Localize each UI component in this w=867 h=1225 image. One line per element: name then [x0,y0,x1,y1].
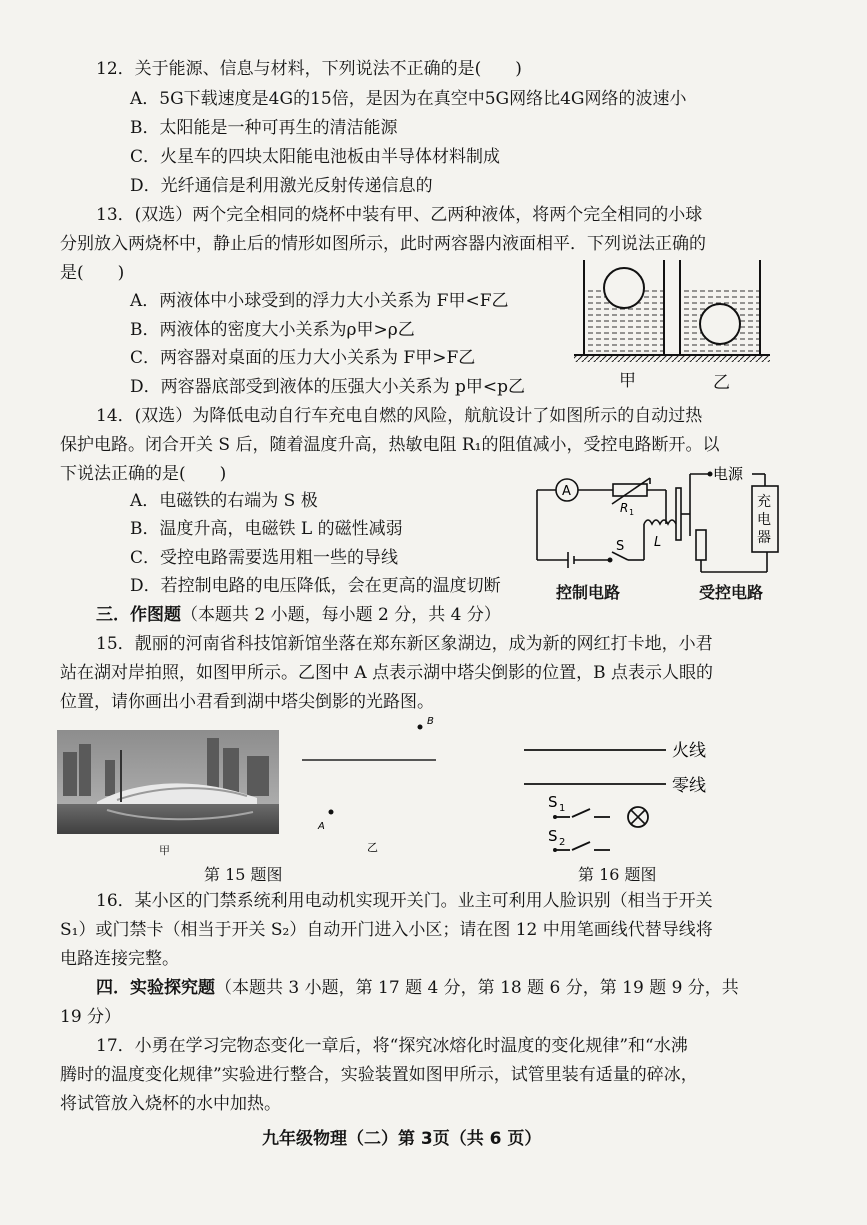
point-a-reflection [329,810,334,815]
q15-photo-label: 甲 [159,844,170,857]
q13-label-yi: 乙 [713,373,730,393]
switch-label: S [616,539,625,554]
section-3-title: 三．作图题 [96,605,181,625]
lamp-icon [628,807,648,827]
q15-diagram-label: 乙 [367,841,378,854]
q12-option-b: B．太阳能是一种可再生的清洁能源 [130,118,398,138]
point-b-label: B [427,716,434,727]
q15-museum-photo [57,730,279,834]
controlled-circuit-label: 受控电路 [699,583,764,602]
q17-stem-line-1: 17．小勇在学习完物态变化一章后，将“探究冰熔化时温度的变化规律”和“水沸 [96,1036,688,1056]
q15-stem-line-1: 15．靓丽的河南省科技馆新馆坐落在郑东新区象湖边，成为新的网红打卡地，小君 [96,634,713,654]
q13-stem-line-2: 分别放入两烧杯中，静止后的情形如图所示，此时两容器内液面相平．下列说法正确的 [60,234,706,254]
section-4-title: 四．实验探究题 [96,978,215,998]
charger-label-1: 充 [757,494,771,510]
q13-stem-line-3: 是( ) [60,263,125,283]
live-wire-label: 火线 [672,741,706,761]
section-4-note-line-1: （本题共 3 小题，第 17 题 4 分，第 18 题 6 分，第 19 题 9 分，共 [215,978,739,998]
q15-stem-line-3: 位置，请你画出小君看到湖中塔尖倒影的光路图。 [60,692,434,712]
point-b-eye [418,725,423,730]
q13-beakers-figure [572,258,772,388]
section-4-note-line-2: 19 分） [60,1007,122,1027]
q13-option-a: A．两液体中小球受到的浮力大小关系为 F甲<F乙 [130,291,509,311]
q14-stem-line-3: 下说法正确的是( ) [60,464,227,484]
coil-label: L [654,535,662,550]
q14-stem-line-1: 14．(双选）为降低电动自行车充电自燃的风险，航航设计了如图所示的自动过热 [96,406,703,426]
q13-stem-line-1: 13．(双选）两个完全相同的烧杯中装有甲、乙两种液体，将两个完全相同的小球 [96,205,703,225]
q12-option-d: D．光纤通信是利用激光反射传递信息的 [130,176,433,196]
charger-label-2: 电 [757,512,771,528]
section-3-heading [96,604,501,626]
section-4-heading [96,977,739,999]
q14-option-a: A．电磁铁的右端为 S 极 [130,491,318,511]
s2-subscript: 2 [559,837,566,848]
q12-option-c: C．火星车的四块太阳能电池板由半导体材料制成 [130,147,501,167]
q16-circuit-figure [520,738,730,860]
power-label: 电源 [713,465,744,483]
q14-option-d: D．若控制电路的电压降低，会在更高的温度切断 [130,576,501,596]
q16-stem-line-2: S₁）或门禁卡（相当于开关 S₂）自动开门进入小区；请在图 12 中用笔画线代替导线将 [60,920,713,940]
q14-circuit-figure [528,466,778,578]
q13-option-b: B．两液体的密度大小关系为ρ甲>ρ乙 [130,320,415,340]
section-3-note: （本题共 2 小题，每小题 2 分，共 4 分） [181,605,501,625]
q14-stem-line-2: 保护电路。闭合开关 S 后，随着温度升高，热敏电阻 R₁的阻值减小，受控电路断开。以 [60,435,720,455]
charger-label-3: 器 [757,530,771,546]
q16-caption: 第 16 题图 [578,865,657,884]
page-footer: 九年级物理（二）第 3页（共 6 页） [262,1129,542,1149]
q16-stem-line-1: 16．某小区的门禁系统利用电动机实现开关门。业主可利用人脸识别（相当于开关 [96,891,713,911]
q15-stem-line-2: 站在湖对岸拍照，如图甲所示。乙图中 A 点表示湖中塔尖倒影的位置，B 点表示人眼的 [60,663,713,683]
q15-caption: 第 15 题图 [204,865,283,884]
q17-stem-line-2: 腾时的温度变化规律”实验进行整合，实验装置如图甲所示，试管里装有适量的碎冰， [60,1065,698,1085]
neutral-wire-label: 零线 [672,776,706,796]
q12-option-a: A．5G下载速度是4G的15倍，是因为在真空中5G网络比4G网络的波速小 [130,89,687,109]
ball-in-jia [604,268,644,308]
q14-option-c: C．受控电路需要选用粗一些的导线 [130,548,399,568]
ammeter-label: A [562,484,571,499]
q13-option-c: C．两容器对桌面的压力大小关系为 F甲>F乙 [130,348,476,368]
s1-label: S [548,793,558,811]
q16-stem-line-3: 电路连接完整。 [60,949,179,969]
q17-stem-line-3: 将试管放入烧杯的水中加热。 [60,1094,281,1114]
control-circuit-label: 控制电路 [556,583,621,602]
q14-option-b: B．温度升高，电磁铁 L 的磁性减弱 [130,519,403,539]
thermistor-label: R [620,501,629,515]
s2-label: S [548,827,558,845]
q13-option-d: D．两容器底部受到液体的压强大小关系为 p甲<p乙 [130,377,526,397]
q13-label-jia: 甲 [619,371,636,391]
ball-in-yi [700,304,740,344]
thermistor-subscript: 1 [629,508,635,517]
q12-stem: 12．关于能源、信息与材料，下列说法不正确的是( ) [96,59,522,79]
q15-reflection-diagram [296,716,446,854]
s1-subscript: 1 [559,803,566,814]
point-a-label: A [318,821,325,832]
